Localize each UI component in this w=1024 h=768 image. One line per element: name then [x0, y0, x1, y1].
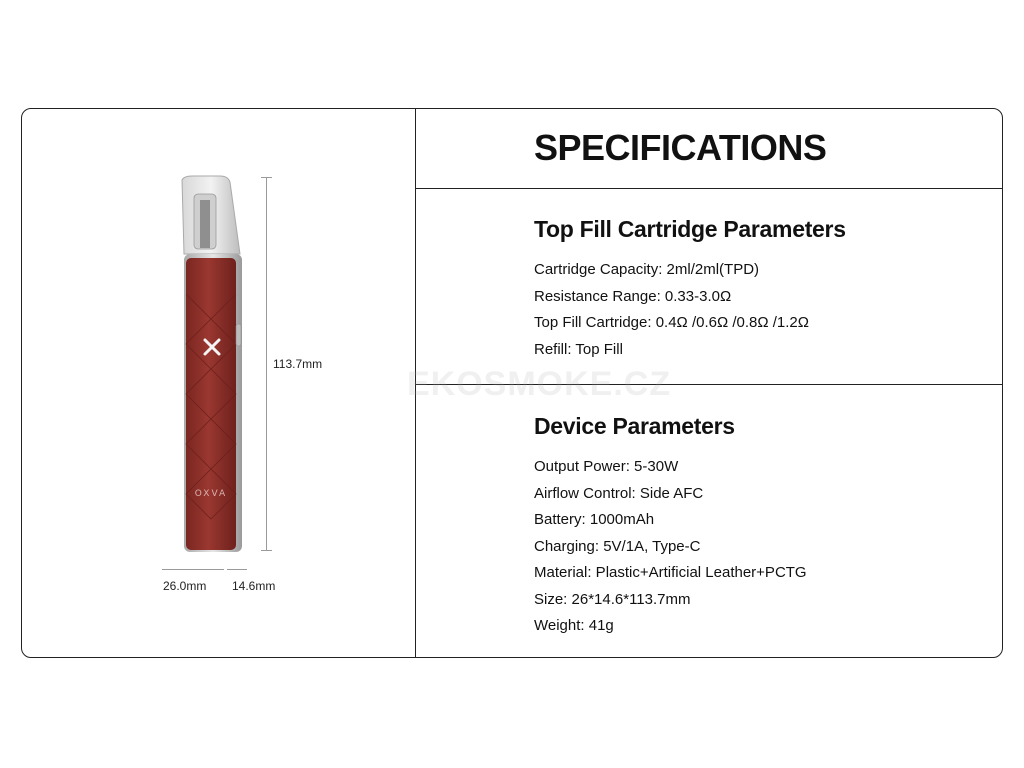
- spec-item: Resistance Range: 0.33-3.0Ω: [534, 287, 732, 305]
- depth-dimension-line: [227, 569, 247, 570]
- spec-item: Refill: Top Fill: [534, 340, 623, 358]
- height-dimension-tick-bottom: [261, 550, 272, 551]
- spec-item: Material: Plastic+Artificial Leather+PCTG: [534, 564, 807, 581]
- spec-item: Airflow Control: Side AFC: [534, 484, 704, 502]
- height-dimension-line: [266, 177, 267, 550]
- width-dimension-line: [162, 569, 224, 570]
- depth-dimension-label: 14.6mm: [232, 579, 276, 593]
- device-section-title: Device Parameters: [534, 413, 735, 439]
- height-dimension-label: 113.7mm: [273, 357, 323, 371]
- device-spec-list: [534, 454, 807, 640]
- spec-card: [21, 108, 1003, 658]
- spec-item: Battery: 1000mAh: [534, 511, 655, 528]
- spec-item: Weight: 41g: [534, 617, 614, 634]
- cartridge-spec-list: [534, 257, 809, 363]
- spec-item: Output Power: 5-30W: [534, 458, 679, 475]
- vape-device-illustration: [162, 174, 242, 554]
- device-logo-text: OXVA: [194, 489, 228, 499]
- watermark: EKOSMOKE.CZ: [407, 365, 672, 403]
- horizontal-divider-1: [415, 188, 1002, 189]
- height-dimension-tick-top: [261, 177, 272, 178]
- spec-item: Charging: 5V/1A, Type-C: [534, 537, 701, 555]
- spec-item: Size: 26*14.6*113.7mm: [534, 590, 691, 608]
- width-dimension-label: 26.0mm: [163, 579, 207, 593]
- spec-item: Cartridge Capacity: 2ml/2ml(TPD): [534, 261, 760, 278]
- spec-item: Top Fill Cartridge: 0.4Ω /0.6Ω /0.8Ω /1.2Ω: [534, 314, 809, 331]
- specifications-title: SPECIFICATIONS: [534, 127, 827, 168]
- cartridge-section-title: Top Fill Cartridge Parameters: [534, 216, 846, 242]
